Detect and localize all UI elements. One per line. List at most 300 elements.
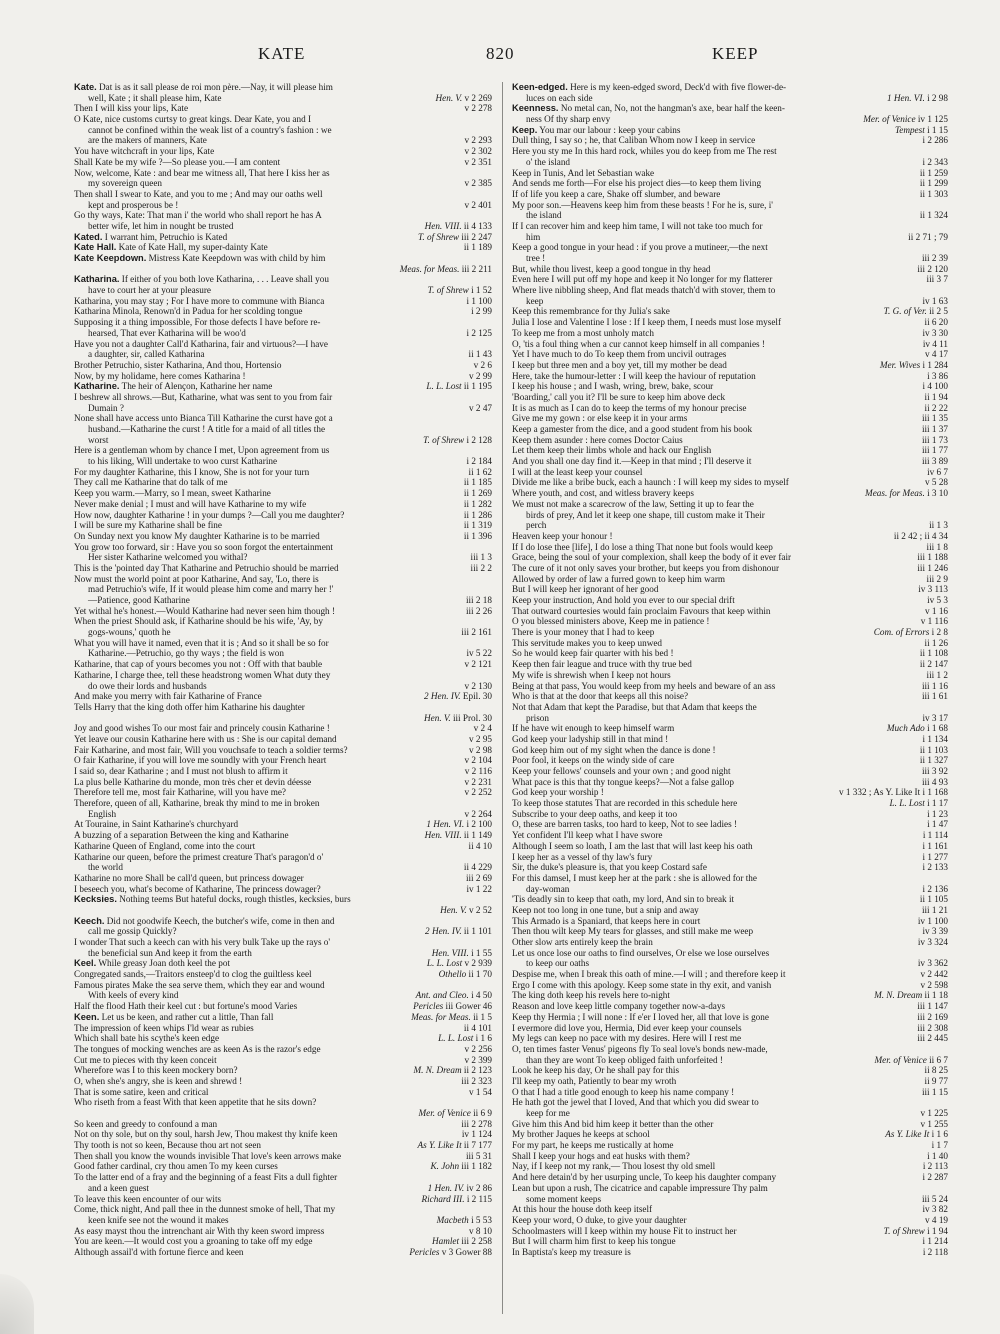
quotation-line — [74, 1151, 492, 1162]
play-title: Hen. VIII. — [424, 830, 462, 841]
quotation-line — [74, 1215, 492, 1226]
citation — [862, 488, 948, 499]
act-scene-line: iv 2 86 — [466, 1182, 492, 1193]
act-scene-line: iii 1 61 — [921, 691, 948, 702]
right-column — [512, 82, 948, 1320]
quotation-line — [74, 755, 492, 766]
quotation-line — [512, 349, 948, 360]
quotation-line — [74, 606, 492, 617]
citation — [917, 210, 948, 221]
quotation-text: In Baptista's keep my treasure is — [512, 1246, 631, 1257]
citation — [919, 862, 948, 873]
act-scene-line: ii 6 9 — [473, 1108, 492, 1118]
quotation-line — [512, 360, 948, 371]
quotation-text: Congregated sands,—Traitors ensteep'd to clog the guiltless keel — [74, 969, 312, 980]
act-scene-line: iv 1 100 — [917, 915, 948, 926]
act-scene-line: v 2 264 — [464, 808, 492, 819]
citation — [919, 852, 948, 863]
quotation-text: Therefore tell me, most fair Katharine, will you have me? — [74, 787, 286, 798]
citation — [466, 371, 492, 382]
quotation-line — [512, 445, 948, 456]
play-title: 1 Hen. IV. — [427, 1182, 465, 1193]
citation — [461, 510, 492, 521]
citation — [917, 648, 948, 659]
quotation-text: How now, daughter Katharine ! in your dumps ?—Call you me daughter? — [74, 509, 345, 520]
quotation-line — [512, 531, 948, 542]
quotation-text: This Armado is a Spaniard, that keeps here in court — [512, 915, 701, 926]
citation — [461, 531, 492, 542]
act-scene-line: ii 1 103 — [919, 744, 948, 755]
citation — [884, 93, 948, 104]
act-scene-line: v 2 399 — [464, 1054, 492, 1065]
headword: Keen-edged. — [512, 82, 568, 92]
quotation-text: Ergo I come with this apology. Keep some state in thy exit, and vanish — [512, 979, 772, 990]
quotation-line — [74, 552, 492, 563]
quotation-text: And you shall one day find it.—Keep in that mind ; I'll deserve it — [512, 456, 752, 467]
quotation-line — [74, 1161, 492, 1172]
act-scene-line: v 1 255 — [920, 1118, 948, 1129]
act-scene-line: iii 2 211 — [461, 263, 492, 274]
citation — [461, 1023, 492, 1034]
citation — [461, 135, 492, 146]
quotation-line — [74, 210, 492, 221]
act-scene-line: i 1 55 — [471, 947, 492, 958]
citation — [919, 905, 948, 916]
act-scene-line: iii 1 3 — [470, 552, 492, 563]
quotation-text: Katharine our queen, before the primest creature That's paragon'd o' — [74, 851, 324, 862]
act-scene-line: i 1 94 — [927, 1225, 948, 1236]
citation — [929, 1140, 948, 1151]
citation — [922, 606, 948, 617]
quotation-text: gogs-wouns,' quoth he — [88, 627, 171, 638]
quotation-text: Katharina Minola, Renown'd in Padua for her scolding tongue — [74, 306, 303, 317]
quotation-line — [512, 499, 948, 510]
play-title: Hen. V. — [424, 712, 451, 723]
citation — [860, 114, 948, 125]
act-scene-line: v 2 98 — [469, 744, 492, 755]
quotation-text: Julia I lose and Valentine I lose : If I keep them, I needs must lose myself — [512, 317, 782, 328]
act-scene-line: i 1 100 — [466, 295, 492, 306]
act-scene-line: ii 9 77 — [924, 1075, 948, 1086]
quotation-text: luces on each side — [526, 92, 593, 103]
act-scene-line: iii 4 93 — [921, 776, 948, 787]
quotation-text: 'Tis deadly sin to keep that oath, my lord, And sin to break it — [512, 894, 735, 905]
citation — [461, 488, 492, 499]
quotation-text: tree ! — [526, 253, 546, 263]
quotation-line — [512, 371, 948, 382]
quotation-text: Being at that pass, You would keep from my heels and beware of an ass — [512, 680, 776, 691]
act-scene-line: iii 1 37 — [921, 424, 948, 434]
quotation-line — [512, 755, 948, 766]
quotation-text: the island — [526, 210, 562, 221]
quotation-line — [74, 1097, 492, 1108]
quotation-text: They call me Katharine that do talk of me — [74, 477, 228, 488]
citation — [463, 328, 492, 339]
quotation-line — [512, 114, 948, 125]
play-title: Much Ado — [886, 723, 925, 734]
play-title: L. L. Lost — [426, 958, 463, 969]
quotation-text: But, while thou livest, keep a good tongue in thy head — [512, 263, 711, 274]
citation — [919, 413, 948, 424]
quotation-text: I will at the least keep your counsel — [512, 466, 643, 477]
quotation-line — [74, 787, 492, 798]
quotation-line — [512, 1204, 948, 1215]
act-scene-line: iii 1 35 — [921, 413, 948, 424]
quotation-text: For my daughter Katharine, this I know, She is not for your turn — [74, 466, 310, 477]
act-scene-line: ii 4 133 — [463, 220, 492, 231]
act-scene-line: v 2 351 — [464, 156, 492, 167]
play-title: M. N. Dream — [413, 1065, 462, 1076]
citation — [919, 691, 948, 702]
quotation-text: Yet confident I'll keep what I have swore — [512, 830, 663, 841]
act-scene-line: v 3 Gower 88 — [441, 1246, 492, 1257]
quotation-text: kept and prosperous be ! — [88, 199, 179, 210]
headword: Katharine. — [74, 381, 120, 392]
citation — [919, 1204, 948, 1215]
quotation-text: We must not make a scarecrow of the law, Setting it up to fear the — [512, 498, 754, 509]
play-title: Macbeth — [436, 1214, 469, 1225]
citation — [924, 274, 948, 285]
quotation-line — [74, 616, 492, 627]
act-scene-line: i 1 7 — [931, 1140, 948, 1151]
headword-entry-line — [74, 916, 492, 927]
quotation-line — [512, 926, 948, 937]
quotation-text: Keep your fellows' counsels and your own ; and good night — [512, 766, 731, 776]
act-scene-line: iii 3 92 — [921, 766, 948, 776]
quotation-line — [512, 1033, 948, 1044]
quotation-text: On Sunday next you know My daughter Katharine is to be married — [74, 530, 320, 541]
play-title: 1 Hen. VI. — [426, 819, 465, 830]
quotation-text: Dumain ? — [88, 402, 124, 413]
quotation-text: Reason and love keep little company together now-a-days — [512, 1001, 726, 1012]
headword: Keel. — [74, 958, 97, 969]
act-scene-line: v 2 302 — [464, 146, 492, 157]
citation — [919, 1087, 948, 1098]
play-title: Hen. VIII. — [431, 947, 469, 958]
quotation-text: English — [88, 808, 117, 819]
act-scene-line: ii 1 101 — [463, 926, 492, 937]
citation — [919, 1172, 948, 1183]
quotation-line — [74, 627, 492, 638]
act-scene-line: iii 2 308 — [917, 1022, 948, 1033]
quotation-line — [74, 157, 492, 168]
citation — [466, 1087, 492, 1098]
citation — [920, 339, 948, 350]
quotation-line — [512, 745, 948, 756]
quotation-line — [74, 499, 492, 510]
act-scene-line: iii 1 16 — [921, 680, 948, 691]
act-scene-line: i 1 23 — [927, 808, 948, 819]
page-number: 820 — [486, 44, 515, 63]
quotation-text: At this hour the house doth keep itself — [512, 1204, 653, 1215]
act-scene-line: ii 1 324 — [919, 210, 948, 221]
citation — [461, 787, 492, 798]
act-scene-line: ii 6 20 — [924, 317, 948, 328]
quotation-line — [74, 969, 492, 980]
act-scene-line: v 2 293 — [464, 135, 492, 146]
citation — [905, 232, 948, 243]
act-scene-line: v 2 269 — [464, 92, 492, 103]
quotation-line — [74, 510, 492, 521]
quotation-line — [512, 1055, 948, 1066]
quotation-line — [74, 424, 492, 435]
citation — [920, 1247, 948, 1258]
headword: Kate Keepdown. — [74, 253, 147, 263]
quotation-text: cannot be confined within the weak list of a country's fashion : we — [88, 124, 332, 135]
citation — [914, 1033, 948, 1044]
quotation-line — [74, 734, 492, 745]
quotation-line — [512, 819, 948, 830]
quotation-text: Although assail'd with fortune fierce and keen — [74, 1246, 244, 1257]
citation — [914, 1012, 948, 1023]
quotation-text: Even here I will put off my hope and keep it No longer for my flatterer — [512, 274, 773, 285]
citation — [914, 1023, 948, 1034]
citation — [466, 1226, 492, 1237]
citation — [418, 1194, 492, 1205]
act-scene-line: v 2 256 — [464, 1043, 492, 1054]
quotation-line — [512, 381, 948, 392]
act-scene-line: v 2 130 — [464, 680, 492, 691]
act-scene-line: ii 2 42 ; ii 4 34 — [893, 530, 948, 541]
citation — [924, 1151, 948, 1162]
citation — [881, 306, 948, 317]
headword-entry-line — [512, 82, 948, 93]
citation — [919, 381, 948, 392]
act-scene-line: v 2 231 — [464, 776, 492, 787]
quotation-text: But I will charm him first to keep his tongue — [512, 1236, 676, 1247]
act-scene-line: v 8 10 — [469, 1225, 492, 1236]
quotation-line — [74, 777, 492, 788]
citation — [917, 189, 948, 200]
quotation-line — [512, 285, 948, 296]
act-scene-line: iii 2 9 — [926, 573, 948, 584]
quotation-line — [512, 1119, 948, 1130]
headword: Keech. — [74, 915, 105, 926]
quotation-line — [512, 1097, 948, 1108]
citation — [892, 125, 948, 136]
quotation-text: Did not goodwife Keech, the butcher's wife, come in then and — [104, 915, 335, 926]
citation — [919, 766, 948, 777]
quotation-line — [512, 1161, 948, 1172]
quotation-text: Now must the world point at poor Katharine, And say, 'Lo, there is — [74, 573, 319, 584]
citation — [463, 873, 492, 884]
quotation-text: Let them keep their limbs whole and hack our English — [512, 445, 712, 456]
quotation-text: Keep your word, O duke, to give your daughter — [512, 1214, 687, 1225]
quotation-text: Other slow arts entirely keep the brain — [512, 937, 653, 947]
quotation-line — [512, 1129, 948, 1140]
act-scene-line: v 2 252 — [464, 787, 492, 798]
quotation-text: him — [526, 231, 541, 242]
act-scene-line: iii 2 69 — [465, 872, 492, 883]
quotation-text: None shall have access unto Bianca Till Katharine the curst have got a — [74, 413, 333, 424]
quotation-line — [74, 1140, 492, 1151]
play-title: Mer. of Venice — [874, 1054, 927, 1065]
act-scene-line: v 1 116 — [920, 616, 948, 627]
headword-entry-line — [512, 103, 948, 114]
quotation-line — [512, 1172, 948, 1183]
quotation-text: Keep in Tunis, And let Sebastian wake — [512, 167, 655, 178]
quotation-line — [74, 1055, 492, 1066]
quotation-text: I will be sure my Katharine shall be fine — [74, 520, 222, 531]
quotation-text: birds of prey, And let it keep one shape, till custom make it Their — [526, 509, 765, 520]
citation — [917, 969, 948, 980]
quotation-line — [74, 93, 492, 104]
quotation-text: Dull thing, I say so ; he, that Caliban Whom now I keep in service — [512, 135, 756, 146]
act-scene-line: i 1 47 — [927, 819, 948, 830]
citation — [466, 734, 492, 745]
quotation-text: What you will have it named, even that it is ; And so it shall be so for — [74, 637, 329, 648]
act-scene-line: i 1 6 — [931, 1129, 948, 1140]
citation — [429, 1236, 492, 1247]
quotation-line — [512, 798, 948, 809]
quotation-line — [74, 563, 492, 574]
quotation-line — [512, 681, 948, 692]
act-scene-line: i 1 52 — [471, 285, 492, 296]
quotation-text: Thy tooth is not so keen, Because thou art not seen — [74, 1140, 262, 1151]
quotation-text: have to court her at your pleasure — [88, 285, 211, 296]
citation — [924, 809, 948, 820]
quotation-text: Fair Katharine, and most fair, Will you vouchsafe to teach a soldier terms? — [74, 744, 348, 755]
quotation-line — [74, 317, 492, 328]
act-scene-line: iii 2 445 — [917, 1033, 948, 1044]
quotation-text: worst — [88, 434, 109, 445]
quotation-line — [74, 221, 492, 232]
quotation-text: What pace is this that thy tongue keeps?—Not a false gallop — [512, 776, 734, 787]
act-scene-line: ii 1 18 — [924, 990, 948, 1001]
citation — [917, 980, 948, 991]
citation — [917, 1119, 948, 1130]
play-title: Othello — [438, 969, 467, 980]
citation — [461, 659, 492, 670]
citation — [433, 93, 492, 104]
citation — [919, 1194, 948, 1205]
citation — [919, 445, 948, 456]
quotation-text: Brother Petruchio, sister Katharina, And thou, Hortensio — [74, 359, 282, 370]
act-scene-line: v 1 54 — [469, 1086, 492, 1097]
quotation-text: Lean but upon a rush, The cicatrice and capable impressure Thy palm — [512, 1182, 768, 1193]
quotation-text: And here detain'd by her usurping uncle, To keep his daughter company — [512, 1172, 777, 1183]
act-scene-line: iii 1 246 — [917, 562, 948, 573]
citation — [924, 371, 948, 382]
quotation-line — [512, 659, 948, 670]
act-scene-line: v 2 116 — [464, 766, 492, 776]
quotation-line — [74, 488, 492, 499]
act-scene-line: i 1 17 — [927, 798, 948, 809]
quotation-text: Schoolmasters will I keep within my house Fit to instruct her — [512, 1225, 737, 1236]
act-scene-line: iii 1 147 — [917, 1001, 948, 1012]
quotation-text: Let us be keen, and rather cut a little, Than fall — [99, 1011, 274, 1022]
quotation-line — [74, 1033, 492, 1044]
act-scene-line: iii 2 120 — [917, 263, 948, 274]
quotation-text: to his liking, Will undertake to woo curst Katharine — [88, 456, 278, 467]
header-last-word: KEEP — [712, 44, 759, 63]
citation — [924, 467, 948, 478]
quotation-line — [74, 766, 492, 777]
quotation-line — [74, 467, 492, 478]
quotation-text: I keep his house ; and I wash, wring, brew, bake, scour — [512, 381, 714, 392]
quotation-line — [512, 969, 948, 980]
citation — [466, 841, 492, 852]
act-scene-line: iii 2 26 — [465, 605, 492, 616]
quotation-text: With keels of every kind — [88, 990, 179, 1001]
act-scene-line: v 2 385 — [464, 178, 492, 189]
quotation-line — [512, 424, 948, 435]
citation — [461, 520, 492, 531]
quotation-line — [512, 306, 948, 317]
quotation-text: Keep them asunder : here comes Doctor Caius — [512, 434, 683, 445]
act-scene-line: i 1 214 — [922, 1236, 948, 1247]
play-title: Meas. for Meas. — [411, 1011, 471, 1022]
quotation-line — [74, 360, 492, 371]
act-scene-line: ii 1 70 — [468, 969, 492, 980]
quotation-text: The impression of keen whips I'ld wear as rubies — [74, 1022, 254, 1033]
quotation-text: Allowed by order of law a furred gown to keep him warm — [512, 573, 726, 584]
citation — [434, 1215, 492, 1226]
citation — [919, 253, 948, 264]
act-scene-line: iv 3 30 — [922, 327, 948, 338]
act-scene-line: iii 2 2 — [470, 562, 492, 573]
act-scene-line: iii 2 39 — [921, 253, 948, 263]
citation — [920, 830, 948, 841]
quotation-text: The heir of Alençon, Katharine her name — [119, 381, 273, 392]
act-scene-line: i 2 184 — [466, 456, 492, 467]
act-scene-line: ii 1 286 — [463, 509, 492, 520]
citation — [423, 381, 492, 392]
quotation-text: God keep your worship ! — [512, 787, 604, 798]
act-scene-line: ii 2 71 ; 79 — [908, 231, 948, 242]
quotation-line — [512, 574, 948, 585]
citation — [463, 884, 492, 895]
quotation-text: I wonder That such a keech can with his very bulk Take up the rays o' — [74, 937, 331, 947]
quotation-line — [512, 734, 948, 745]
act-scene-line: ii 1 282 — [463, 498, 492, 509]
act-scene-line: ii 1 43 — [468, 349, 492, 360]
citation — [918, 616, 948, 627]
quotation-line — [74, 296, 492, 307]
quotation-line — [512, 1236, 948, 1247]
act-scene-line: i 2 113 — [922, 1161, 948, 1172]
quotation-text: Come, thick night, And pall thee in the dunnest smoke of hell, That my — [74, 1204, 336, 1215]
quotation-text: Then shall I swear to Kate, and you to me ; And may our oaths well — [74, 188, 323, 199]
citation — [413, 990, 492, 1001]
play-title: L. L. Lost — [438, 1033, 474, 1044]
quotation-text: La plus belle Katharine du monde, mon très cher et devin déesse — [74, 776, 312, 787]
act-scene-line: iii 1 8 — [926, 541, 948, 552]
quotation-line — [74, 1076, 492, 1087]
quotation-line — [512, 328, 948, 339]
citation — [436, 969, 492, 980]
citation — [881, 1226, 948, 1237]
headword-entry-line — [74, 958, 492, 969]
play-title: 2 Hen. IV. — [424, 691, 461, 702]
citation — [877, 360, 948, 371]
act-scene-line: i 1 114 — [922, 830, 948, 841]
quotation-line — [512, 638, 948, 649]
play-title: T. of Shrew — [883, 1225, 925, 1236]
play-title: Mer. of Venice — [418, 1108, 471, 1118]
quotation-text: I keep her as a vessel of thy law's fury — [512, 851, 653, 862]
quotation-text: My poor son.—Heavens keep him from these beasts ! For he is, sure, i' — [512, 199, 773, 210]
citation — [924, 542, 948, 553]
quotation-line — [74, 873, 492, 884]
quotation-text: Heaven keep your honour ! — [512, 530, 613, 541]
act-scene-line: iv 6 7 — [927, 466, 948, 477]
citation — [423, 819, 492, 830]
quotation-text: My wife is shrewish when I keep not hours — [512, 669, 671, 680]
citation — [919, 328, 948, 339]
act-scene-line: i 2 118 — [922, 1246, 948, 1257]
headword-entry-line — [74, 381, 492, 392]
